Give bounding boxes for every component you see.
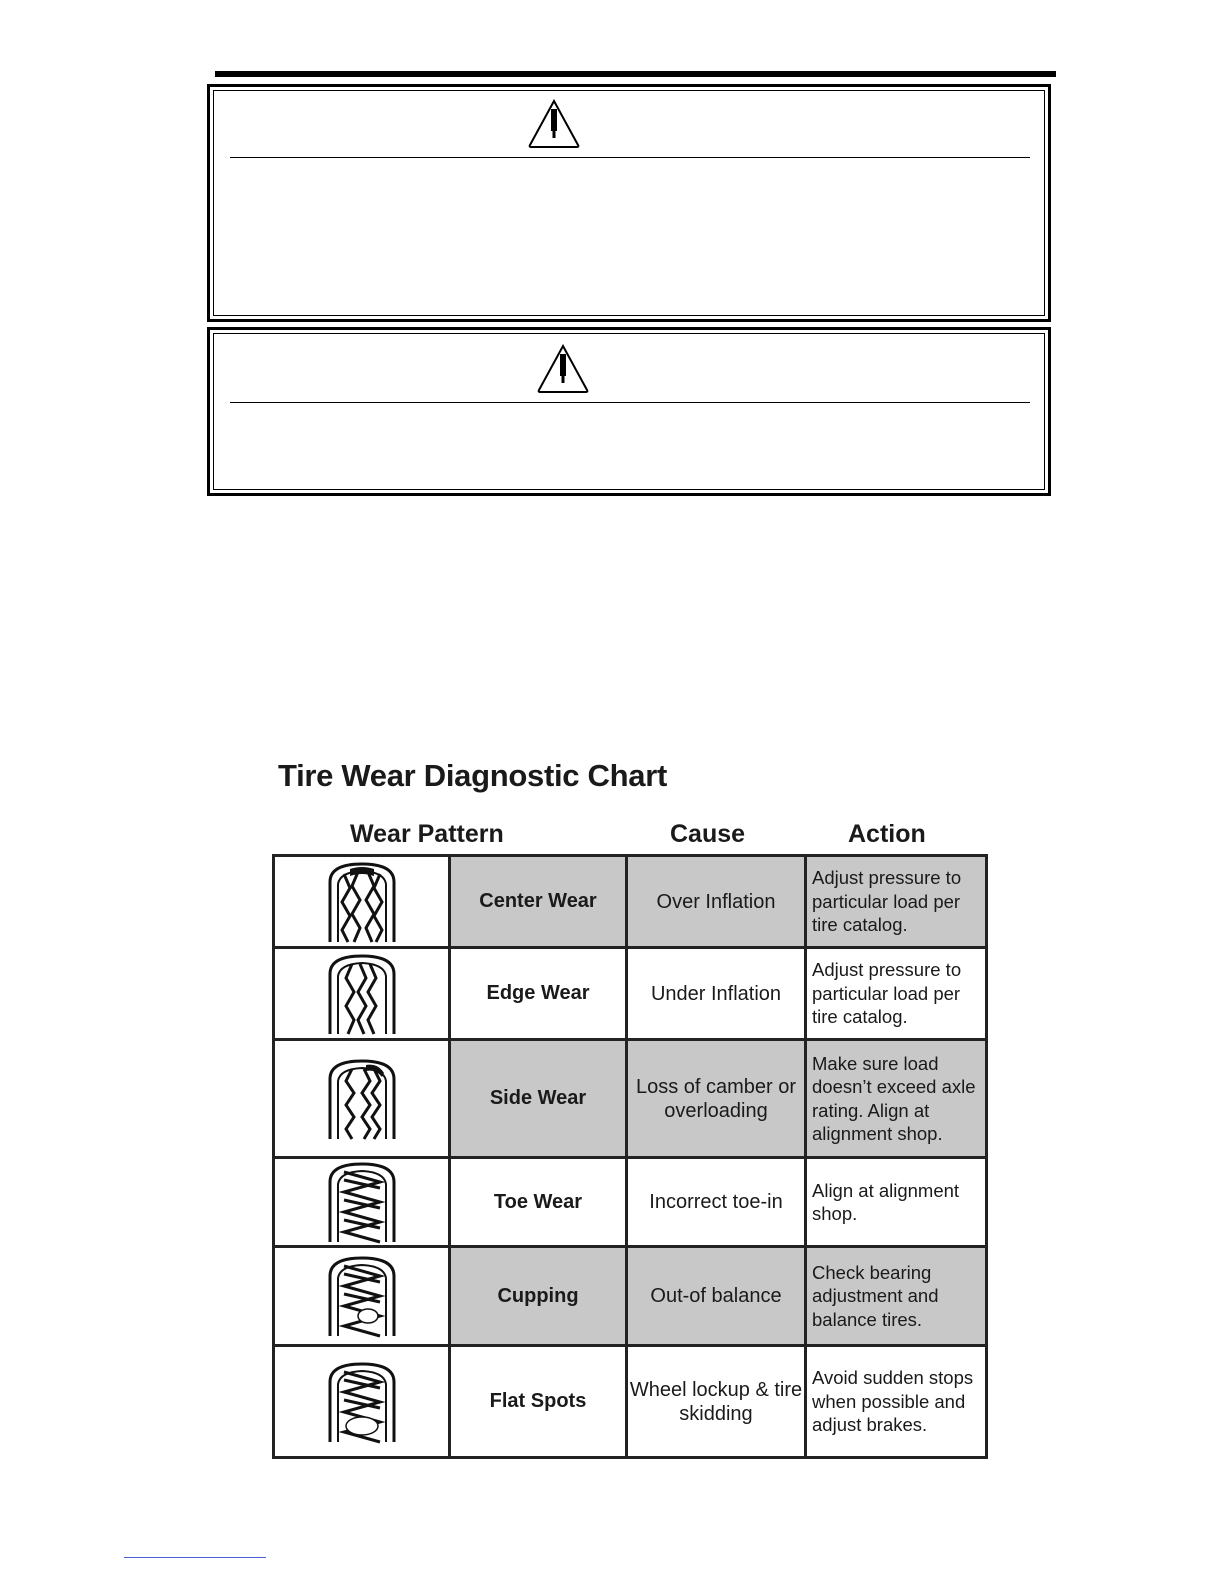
wear-action: Avoid sudden stops when possible and adjust brakes. [806, 1346, 987, 1458]
wear-pattern-name: Edge Wear [450, 948, 627, 1040]
wear-cause: Under Inflation [627, 948, 806, 1040]
wear-action: Adjust pressure to particular load per tire catalog. [806, 948, 987, 1040]
tire-center-wear-icon [322, 860, 402, 944]
table-row [274, 856, 987, 948]
wear-pattern-name: Center Wear [450, 856, 627, 948]
tire-side-wear-icon [322, 1057, 402, 1141]
table-row [274, 948, 987, 1040]
wear-pattern-name: Toe Wear [450, 1158, 627, 1247]
table-row [274, 1040, 987, 1158]
wear-pattern-cell [274, 948, 450, 1040]
wear-pattern-cell [274, 1247, 450, 1346]
table-row [274, 1158, 987, 1247]
warning-divider [230, 157, 1030, 158]
header-cause: Cause [670, 820, 746, 848]
header-action: Action [848, 820, 926, 848]
wear-cause: Incorrect toe-in [627, 1158, 806, 1247]
wear-action: Adjust pressure to particular load per tire catalog. [806, 856, 987, 948]
wear-pattern-name: Cupping [450, 1247, 627, 1346]
footer-divider [124, 1557, 266, 1558]
wear-cause: Loss of camber or overloading [627, 1040, 806, 1158]
chart-title: Tire Wear Diagnostic Chart [278, 758, 667, 793]
table-row [274, 1346, 987, 1458]
wear-action: Align at alignment shop. [806, 1158, 987, 1247]
wear-pattern-cell [274, 1346, 450, 1458]
warning-divider [230, 402, 1030, 403]
wear-pattern-cell [274, 1040, 450, 1158]
wear-cause: Over Inflation [627, 856, 806, 948]
wear-cause: Wheel lockup & tire skidding [627, 1346, 806, 1458]
tire-cupping-icon [322, 1254, 402, 1338]
wear-pattern-cell [274, 1158, 450, 1247]
wear-action: Check bearing adjustment and balance tires. [806, 1247, 987, 1346]
tire-flat-spots-icon [322, 1360, 402, 1444]
warning-box-2 [207, 327, 1051, 496]
top-rule [215, 71, 1056, 77]
wear-cause: Out-of balance [627, 1247, 806, 1346]
tire-edge-wear-icon [322, 952, 402, 1036]
wear-pattern-cell [274, 856, 450, 948]
wear-action: Make sure load doesn’t exceed axle rating. Align at alignment shop. [806, 1040, 987, 1158]
table-row [274, 1247, 987, 1346]
warning-icon [537, 344, 589, 394]
warning-box-1 [207, 84, 1051, 322]
header-wear-pattern: Wear Pattern [350, 820, 504, 848]
warning-icon [528, 99, 580, 149]
tire-toe-wear-icon [322, 1160, 402, 1244]
wear-pattern-name: Flat Spots [450, 1346, 627, 1458]
tire-wear-table [272, 854, 988, 1459]
wear-pattern-name: Side Wear [450, 1040, 627, 1158]
